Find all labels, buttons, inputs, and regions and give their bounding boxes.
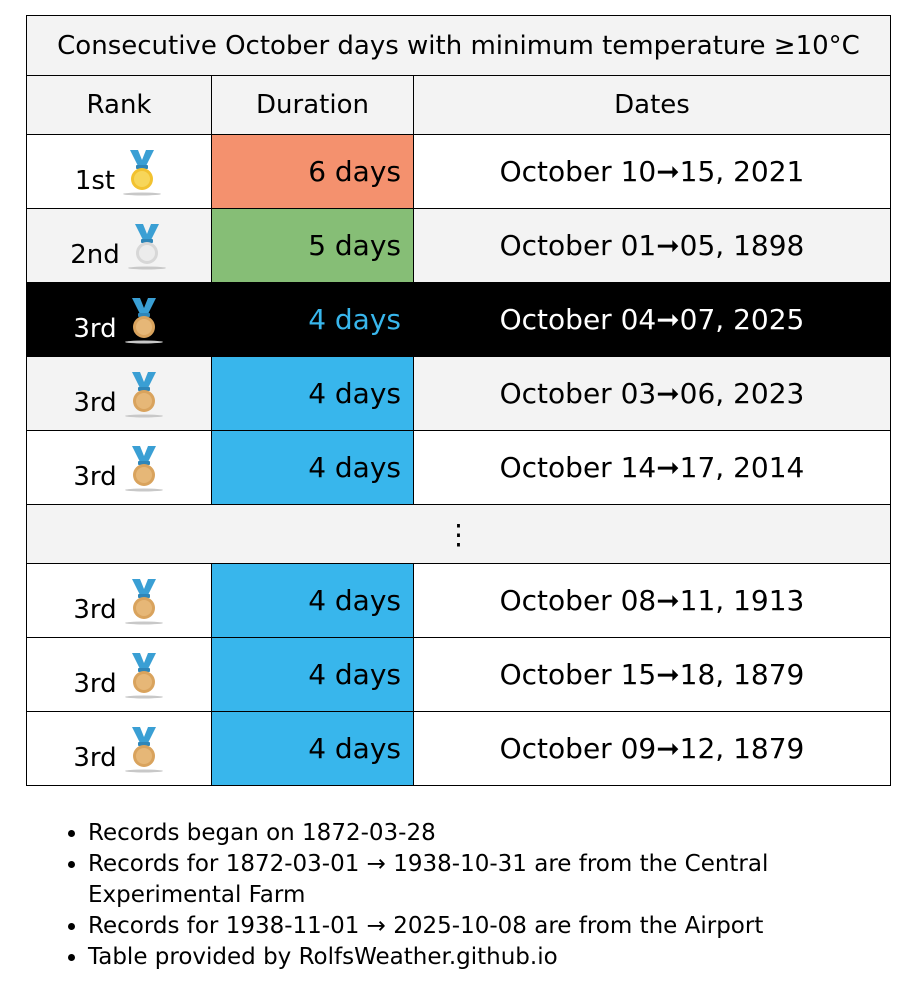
dates-cell: October 09➞12, 1879 <box>414 712 891 786</box>
table-title: Consecutive October days with minimum temperature ≥10°C <box>27 16 891 76</box>
table-row <box>27 564 891 638</box>
column-header-dates: Dates <box>414 76 891 135</box>
duration-cell: 4 days <box>212 564 414 638</box>
rank-cell <box>27 712 212 786</box>
duration-cell: 6 days <box>212 135 414 209</box>
rank-label: 3rd <box>73 387 117 418</box>
bronze-medal-icon <box>123 577 165 625</box>
rank-cell <box>27 283 212 357</box>
rank-cell <box>27 431 212 505</box>
rank-label: 3rd <box>73 742 117 773</box>
rank-label: 1st <box>74 165 116 196</box>
notes-list <box>38 818 848 973</box>
dates-cell: October 04➞07, 2025 <box>414 283 891 357</box>
dates-cell: October 01➞05, 1898 <box>414 209 891 283</box>
rank-cell <box>27 135 212 209</box>
table-row <box>27 712 891 786</box>
dates-cell: October 14➞17, 2014 <box>414 431 891 505</box>
rank-label: 3rd <box>73 461 117 492</box>
silver-medal-icon <box>126 222 168 270</box>
note-item: • Records began on 1872-03-28 <box>88 818 848 849</box>
dates-cell: October 15➞18, 1879 <box>414 638 891 712</box>
table-row <box>27 638 891 712</box>
rank-label: 3rd <box>73 594 117 625</box>
rank-label: 2nd <box>70 239 120 270</box>
rank-cell <box>27 564 212 638</box>
rank-label: 3rd <box>73 313 117 344</box>
note-item: • Records for 1872-03-01 → 1938-10-31 are from the Central Experimental Farm <box>88 849 848 911</box>
bronze-medal-icon <box>123 296 165 344</box>
rank-cell <box>27 209 212 283</box>
column-header-duration: Duration <box>212 76 414 135</box>
records-table <box>26 15 891 786</box>
duration-cell: 4 days <box>212 357 414 431</box>
table-row <box>27 431 891 505</box>
rank-cell <box>27 357 212 431</box>
rank-label: 3rd <box>73 668 117 699</box>
note-item: • Table provided by RolfsWeather.github.io <box>88 942 848 973</box>
duration-cell: 4 days <box>212 283 414 357</box>
dates-cell: October 10➞15, 2021 <box>414 135 891 209</box>
duration-cell: 4 days <box>212 638 414 712</box>
note-item: • Records for 1938-11-01 → 2025-10-08 are from the Airport <box>88 911 848 942</box>
table-gap-row <box>27 505 891 564</box>
bronze-medal-icon <box>123 651 165 699</box>
bronze-medal-icon <box>123 370 165 418</box>
gold-medal-icon <box>121 148 163 196</box>
dates-cell: October 08➞11, 1913 <box>414 564 891 638</box>
bronze-medal-icon <box>123 444 165 492</box>
ellipsis-icon: ⋮ <box>27 505 891 564</box>
duration-cell: 4 days <box>212 431 414 505</box>
column-header-rank: Rank <box>27 76 212 135</box>
table-row <box>27 209 891 283</box>
duration-cell: 4 days <box>212 712 414 786</box>
dates-cell: October 03➞06, 2023 <box>414 357 891 431</box>
table-row <box>27 135 891 209</box>
duration-cell: 5 days <box>212 209 414 283</box>
table-row-current <box>27 283 891 357</box>
bronze-medal-icon <box>123 725 165 773</box>
rank-cell <box>27 638 212 712</box>
table-row <box>27 357 891 431</box>
